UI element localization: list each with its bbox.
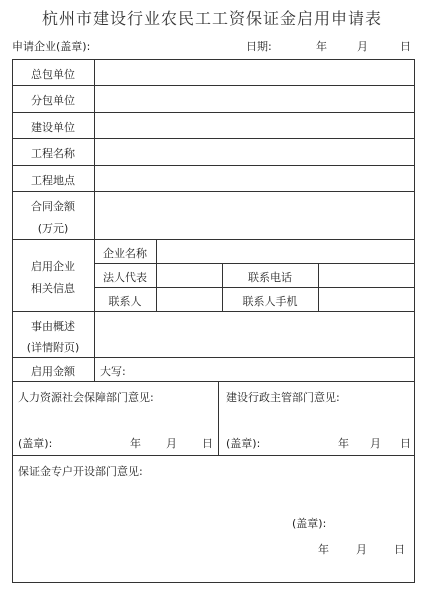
- construction-year: 年: [338, 437, 349, 450]
- row-line: [12, 85, 415, 86]
- bank-year: 年: [318, 543, 329, 556]
- hr-seal-label: (盖章):: [18, 437, 53, 450]
- label-reason-detail: (详情附页): [26, 341, 80, 354]
- bank-seal-label: (盖章):: [292, 517, 327, 530]
- construction-dept-opinion-label: 建设行政主管部门意见:: [226, 391, 340, 404]
- cell-divider: [318, 263, 319, 311]
- label-contract-amount: 合同金额: [31, 200, 75, 213]
- bank-day: 日: [394, 543, 405, 556]
- date-label: 日期:: [246, 40, 272, 53]
- label-column-divider: [94, 59, 95, 381]
- row-line: [94, 263, 415, 264]
- row-line: [94, 287, 415, 288]
- label-contact-person: 联系人: [108, 295, 142, 308]
- label-company-name: 企业名称: [103, 247, 147, 260]
- table-border-bottom: [12, 582, 415, 583]
- row-line: [12, 191, 415, 192]
- label-project-location: 工程地点: [31, 174, 75, 187]
- row-line: [12, 112, 415, 113]
- row-line: [12, 165, 415, 166]
- label-contract-amount-unit: (万元): [37, 222, 69, 235]
- header-day: 日: [400, 40, 411, 53]
- row-line: [12, 357, 415, 358]
- header-month: 月: [357, 40, 368, 53]
- label-general-contractor: 总包单位: [31, 68, 75, 81]
- label-construction-unit: 建设单位: [31, 121, 75, 134]
- construction-month: 月: [370, 437, 381, 450]
- label-amount: 启用金额: [31, 365, 75, 378]
- hr-month: 月: [166, 437, 177, 450]
- row-line: [12, 455, 415, 456]
- row-line: [12, 239, 415, 240]
- applicant-label: 申请企业(盖章):: [12, 40, 91, 53]
- label-amount-upper: 大写:: [100, 365, 126, 378]
- hr-dept-opinion-label: 人力资源社会保障部门意见:: [18, 391, 154, 404]
- row-line: [12, 381, 415, 382]
- bank-opinion-label: 保证金专户开设部门意见:: [18, 465, 143, 478]
- row-line: [12, 311, 415, 312]
- label-legal-rep: 法人代表: [103, 271, 147, 284]
- label-contact-mobile: 联系人手机: [242, 295, 298, 308]
- table-border-top: [12, 59, 415, 60]
- row-line: [12, 138, 415, 139]
- label-related-info-2: 相关信息: [31, 282, 75, 295]
- cell-divider: [156, 239, 157, 311]
- construction-seal-label: (盖章):: [226, 437, 261, 450]
- hr-year: 年: [130, 437, 141, 450]
- label-contact-phone: 联系电话: [248, 271, 292, 284]
- opinion-divider: [218, 381, 219, 455]
- header-year: 年: [316, 40, 327, 53]
- construction-day: 日: [400, 437, 411, 450]
- label-related-info: 启用企业: [31, 260, 75, 273]
- label-project-name: 工程名称: [31, 147, 75, 160]
- bank-month: 月: [356, 543, 367, 556]
- form-title: 杭州市建设行业农民工工资保证金启用申请表: [41, 9, 382, 28]
- label-subcontractor: 分包单位: [31, 94, 75, 107]
- hr-day: 日: [202, 437, 213, 450]
- label-reason: 事由概述: [31, 320, 75, 333]
